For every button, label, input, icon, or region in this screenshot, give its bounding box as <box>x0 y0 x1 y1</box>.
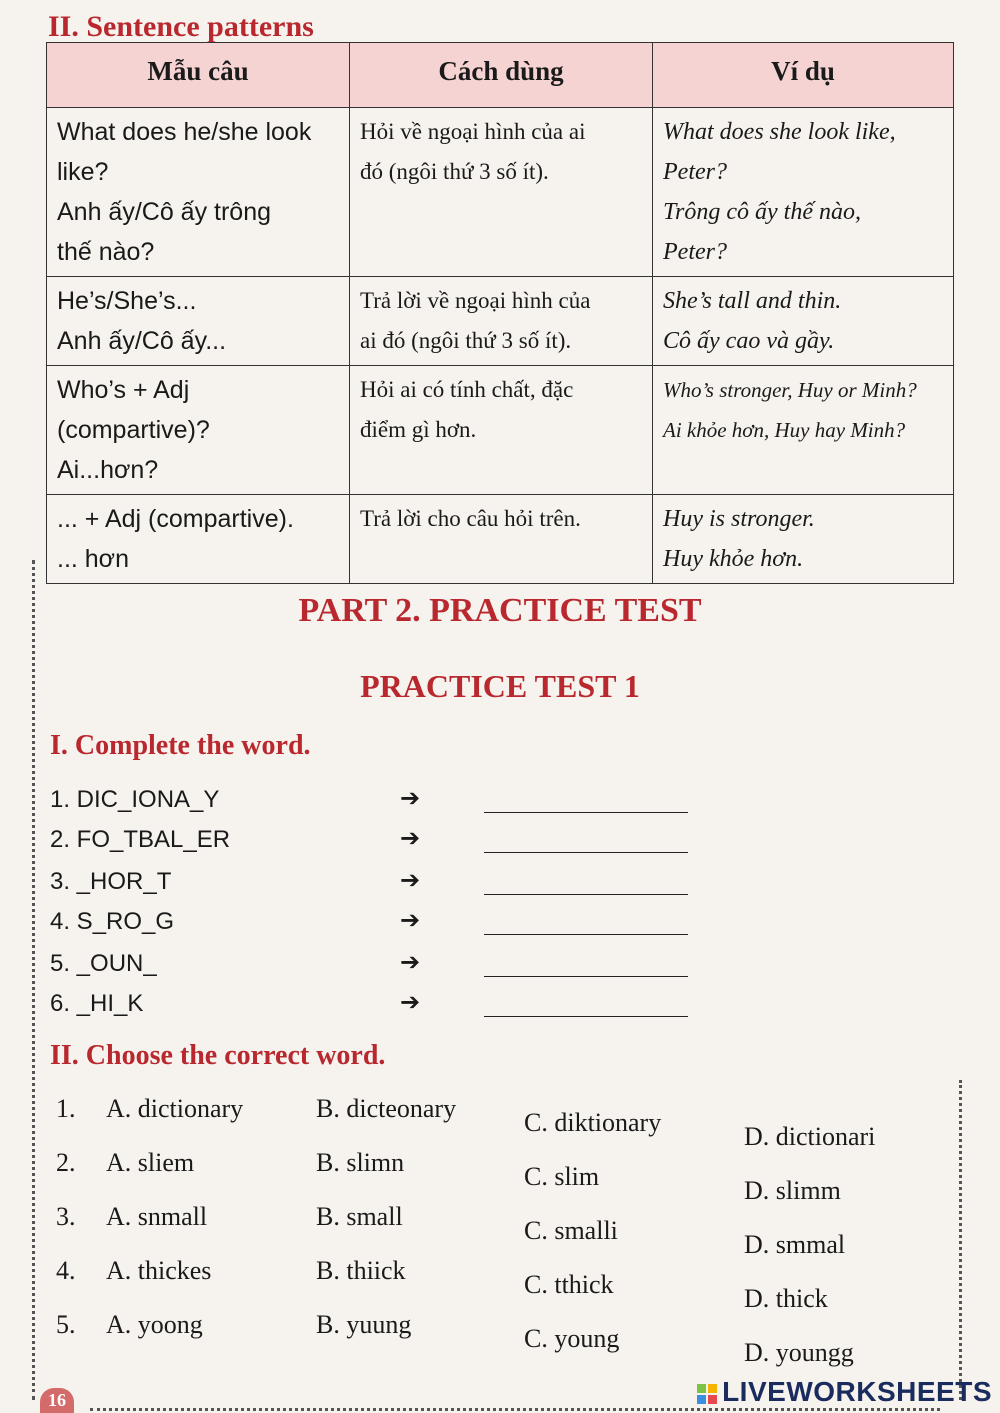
example-cell <box>653 277 954 366</box>
practice-test-title: PRACTICE TEST 1 <box>360 668 640 704</box>
usage-cell <box>350 366 653 495</box>
arrow-right-icon: ➔ <box>400 907 421 934</box>
header-example: Ví dụ <box>653 43 954 108</box>
cell-line: like? <box>57 158 109 186</box>
table-row <box>47 495 954 584</box>
cell-line: Anh ấy/Cô ấy trông <box>57 198 272 226</box>
cell-line: Huy is stronger. <box>663 506 815 532</box>
cell-line: đó (ngôi thứ 3 số ít). <box>360 159 549 184</box>
option-d[interactable]: D. dictionari <box>744 1122 876 1151</box>
pattern-cell <box>47 108 350 277</box>
brand-logo[interactable] <box>696 1376 992 1408</box>
section-title-sentence-patterns: II. Sentence patterns <box>48 10 314 43</box>
choice-question <box>56 1310 956 1367</box>
brand-name: LIVEWORKSHEETS <box>722 1376 992 1407</box>
arrow-right-icon: ➔ <box>400 989 421 1016</box>
question-number: 5. <box>56 1310 76 1339</box>
table-row <box>47 366 954 495</box>
option-a[interactable]: A. thickes <box>106 1256 212 1285</box>
complete-word-item <box>50 990 750 1030</box>
cell-line: Ai khỏe hơn, Huy hay Minh? <box>663 418 906 442</box>
cell-line: Anh ấy/Cô ấy... <box>57 327 227 355</box>
answer-blank[interactable] <box>484 934 688 935</box>
example-cell <box>653 495 954 584</box>
cell-line: (compartive)? <box>57 416 210 444</box>
pattern-cell <box>47 495 350 584</box>
option-d[interactable]: D. smmal <box>744 1230 846 1259</box>
complete-word-item <box>50 908 750 948</box>
complete-word-item <box>50 826 750 866</box>
option-b[interactable]: B. dicteonary <box>316 1094 457 1123</box>
cell-line: Trả lời về ngoại hình của <box>360 288 591 313</box>
complete-word-item <box>50 786 750 826</box>
cell-line: What does she look like, <box>663 119 896 145</box>
arrow-right-icon: ➔ <box>400 949 421 976</box>
answer-blank[interactable] <box>484 1016 688 1017</box>
option-a[interactable]: A. yoong <box>106 1310 203 1339</box>
section-title-choose-word: II. Choose the correct word. <box>50 1040 386 1071</box>
cell-line: thế nào? <box>57 238 155 266</box>
answer-blank[interactable] <box>484 812 688 813</box>
word-puzzle: 6. _HI_K <box>50 990 144 1017</box>
cell-line: Ai...hơn? <box>57 456 159 484</box>
cell-line: Trả lời cho câu hỏi trên. <box>360 506 581 531</box>
cell-line: Peter? <box>663 159 727 185</box>
usage-cell <box>350 108 653 277</box>
cell-line: Trông cô ấy thế nào, <box>663 199 861 225</box>
cell-line: She’s tall and thin. <box>663 288 842 314</box>
arrow-right-icon: ➔ <box>400 825 421 852</box>
question-number: 1. <box>56 1094 76 1123</box>
choice-question <box>56 1256 956 1313</box>
question-number: 3. <box>56 1202 76 1231</box>
option-a[interactable]: A. dictionary <box>106 1094 244 1123</box>
cell-line: ... hơn <box>57 545 129 573</box>
option-c[interactable]: C. smalli <box>524 1216 618 1245</box>
word-puzzle: 3. _HOR_T <box>50 868 172 895</box>
option-d[interactable]: D. thick <box>744 1284 828 1313</box>
table-row <box>47 108 954 277</box>
choice-question <box>56 1148 956 1205</box>
word-puzzle: 1. DIC_IONA_Y <box>50 786 220 813</box>
header-pattern: Mẫu câu <box>47 43 350 108</box>
answer-blank[interactable] <box>484 976 688 977</box>
usage-cell <box>350 277 653 366</box>
table-header-row <box>47 43 954 108</box>
cell-line: Peter? <box>663 239 727 265</box>
option-d[interactable]: D. youngg <box>744 1338 854 1367</box>
cell-line: Huy khỏe hơn. <box>663 546 804 572</box>
cell-line: He’s/She’s... <box>57 287 197 315</box>
option-c[interactable]: C. young <box>524 1324 620 1353</box>
part2-title: PART 2. PRACTICE TEST <box>298 592 702 629</box>
cell-line: Hỏi về ngoại hình của ai <box>360 119 586 144</box>
question-number: 4. <box>56 1256 76 1285</box>
option-b[interactable]: B. thiick <box>316 1256 406 1285</box>
arrow-right-icon: ➔ <box>400 785 421 812</box>
answer-blank[interactable] <box>484 852 688 853</box>
example-cell <box>653 108 954 277</box>
cell-line: Who’s + Adj <box>57 376 190 404</box>
option-a[interactable]: A. snmall <box>106 1202 208 1231</box>
choice-question <box>56 1202 956 1259</box>
sentence-patterns-table <box>46 42 954 584</box>
example-cell <box>653 366 954 495</box>
question-number: 2. <box>56 1148 76 1177</box>
cell-line: Hỏi ai có tính chất, đặc <box>360 377 574 402</box>
option-b[interactable]: B. slimn <box>316 1148 405 1177</box>
cell-line: ai đó (ngôi thứ 3 số ít). <box>360 328 572 353</box>
worksheet-logo-icon <box>696 1383 718 1405</box>
cell-line: ... + Adj (compartive). <box>57 505 294 533</box>
section-title-complete-word: I. Complete the word. <box>50 730 311 761</box>
cell-line: điểm gì hơn. <box>360 417 477 442</box>
option-a[interactable]: A. sliem <box>106 1148 195 1177</box>
word-puzzle: 2. FO_TBAL_ER <box>50 826 231 853</box>
usage-cell <box>350 495 653 584</box>
word-puzzle: 4. S_RO_G <box>50 908 175 935</box>
option-d[interactable]: D. slimm <box>744 1176 841 1205</box>
option-b[interactable]: B. yuung <box>316 1310 412 1339</box>
word-puzzle: 5. _OUN_ <box>50 950 157 977</box>
option-c[interactable]: C. diktionary <box>524 1108 662 1137</box>
pattern-cell <box>47 277 350 366</box>
dotted-border-bottom <box>90 1408 940 1411</box>
arrow-right-icon: ➔ <box>400 867 421 894</box>
pattern-cell <box>47 366 350 495</box>
complete-word-item <box>50 950 750 990</box>
complete-word-item <box>50 868 750 908</box>
option-c[interactable]: C. slim <box>524 1162 600 1191</box>
answer-blank[interactable] <box>484 894 688 895</box>
table-row <box>47 277 954 366</box>
option-c[interactable]: C. tthick <box>524 1270 614 1299</box>
dotted-border-right <box>959 1080 962 1400</box>
choice-question <box>56 1094 956 1151</box>
cell-line: What does he/she look <box>57 118 312 146</box>
header-usage: Cách dùng <box>350 43 653 108</box>
cell-line: Cô ấy cao và gầy. <box>663 328 835 354</box>
cell-line: Who’s stronger, Huy or Minh? <box>663 378 917 402</box>
page-number: 16 <box>40 1388 74 1413</box>
option-b[interactable]: B. small <box>316 1202 403 1231</box>
